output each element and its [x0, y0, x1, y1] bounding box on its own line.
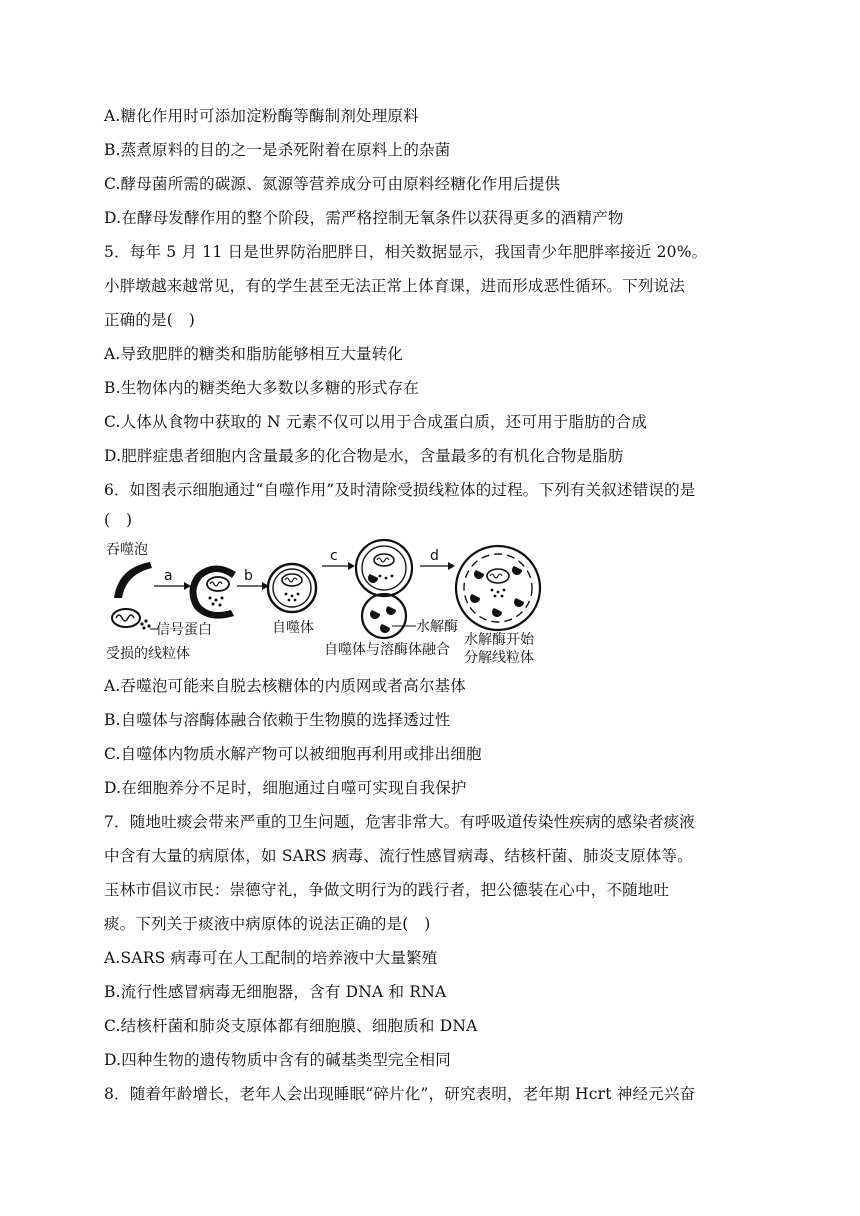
- q6-option-d: D.在细胞养分不足时，细胞通过自噬可实现自我保护: [104, 779, 467, 797]
- label-fusion: 自噬体与溶酶体融合: [324, 642, 450, 658]
- q5-option-a: A.导致肥胖的糖类和脂肪能够相互大量转化: [104, 345, 404, 363]
- arrow-label-b: b: [244, 568, 253, 584]
- autophagy-diagram: [104, 536, 554, 668]
- q8-stem-line-1: 8．随着年龄增长，老年人会出现睡眠“碎片化”，研究表明，老年期 Hcrt 神经元兴奋: [104, 1085, 696, 1103]
- label-signal-protein: 信号蛋白: [156, 622, 212, 638]
- label-phagophore: 吞噬泡: [106, 542, 148, 558]
- q4-option-b: B.蒸煮原料的目的之一是杀死附着在原料上的杂菌: [104, 141, 451, 159]
- q6-option-a: A.吞噬泡可能来自脱去核糖体的内质网或者高尔基体: [104, 677, 466, 695]
- label-autophagosome: 自噬体: [272, 620, 314, 636]
- q5-option-c: C.人体从食物中获取的 N 元素不仅可以用于合成蛋白质，还可用于脂肪的合成: [104, 413, 648, 431]
- degradation-stage: [456, 546, 540, 630]
- q4-option-a: A.糖化作用时可添加淀粉酶等酶制剂处理原料: [104, 107, 419, 125]
- q4-option-c: C.酵母菌所需的碳源、氮源等营养成分可由原料经糖化作用后提供: [104, 175, 561, 193]
- label-degrade-line-1: 水解酶开始: [464, 632, 534, 648]
- label-damaged-mito: 受损的线粒体: [106, 646, 190, 662]
- q7-option-d: D.四种生物的遗传物质中含有的碱基类型完全相同: [104, 1051, 451, 1069]
- engulfing-stage: [189, 565, 236, 618]
- q6-stem-line-1: 6．如图表示细胞通过“自噬作用”及时清除受损线粒体的过程。下列有关叙述错误的是: [104, 481, 696, 499]
- q5-stem-line-2: 小胖墩越来越常见，有的学生甚至无法正常上体育课，进而形成恶性循环。下列说法: [104, 277, 685, 295]
- q6-stem-line-2: ( ): [104, 511, 133, 529]
- damaged-mitochondrion: [112, 609, 151, 630]
- autophagosome: [268, 564, 316, 612]
- phagophore-shape: [114, 562, 152, 598]
- label-hydrolase: 水解酶: [416, 619, 458, 635]
- q4-option-d: D.在酵母发酵作用的整个阶段，需严格控制无氧条件以获得更多的酒精产物: [104, 209, 624, 227]
- q7-stem-line-3: 玉林市倡议市民：崇德守礼，争做文明行为的践行者，把公德装在心中，不随地吐: [104, 881, 670, 899]
- q7-option-c: C.结核杆菌和肺炎支原体都有细胞膜、细胞质和 DNA: [104, 1017, 478, 1035]
- q7-stem-line-2: 中含有大量的病原体，如 SARS 病毒、流行性感冒病毒、结核杆菌、肺炎支原体等。: [104, 847, 693, 865]
- arrow-label-d: d: [430, 548, 439, 564]
- q7-option-a: A.SARS 病毒可在人工配制的培养液中大量繁殖: [104, 949, 438, 967]
- q5-stem-line-1: 5．每年 5 月 11 日是世界防治肥胖日，相关数据显示，我国青少年肥胖率接近 20%。: [104, 243, 708, 261]
- q7-stem-line-4: 痰。下列关于痰液中病原体的说法正确的是( ): [104, 915, 431, 933]
- q5-option-d: D.肥胖症患者细胞内含量最多的化合物是水，含量最多的有机化合物是脂肪: [104, 447, 624, 465]
- q7-option-b: B.流行性感冒病毒无细胞器，含有 DNA 和 RNA: [104, 983, 447, 1001]
- q6-option-b: B.自噬体与溶酶体融合依赖于生物膜的选择透过性: [104, 711, 451, 729]
- fusion-stage: [356, 540, 412, 638]
- q7-stem-line-1: 7．随地吐痰会带来严重的卫生问题，危害非常大。有呼吸道传染性疾病的感染者痰液: [104, 813, 695, 831]
- q5-option-b: B.生物体内的糖类绝大多数以多糖的形式存在: [104, 379, 420, 397]
- arrow-label-c: c: [330, 548, 338, 564]
- label-degrade-line-2: 分解线粒体: [464, 650, 534, 666]
- q5-stem-line-3: 正确的是( ): [104, 311, 195, 329]
- arrow-label-a: a: [164, 568, 173, 584]
- q6-option-c: C.自噬体内物质水解产物可以被细胞再利用或排出细胞: [104, 745, 482, 763]
